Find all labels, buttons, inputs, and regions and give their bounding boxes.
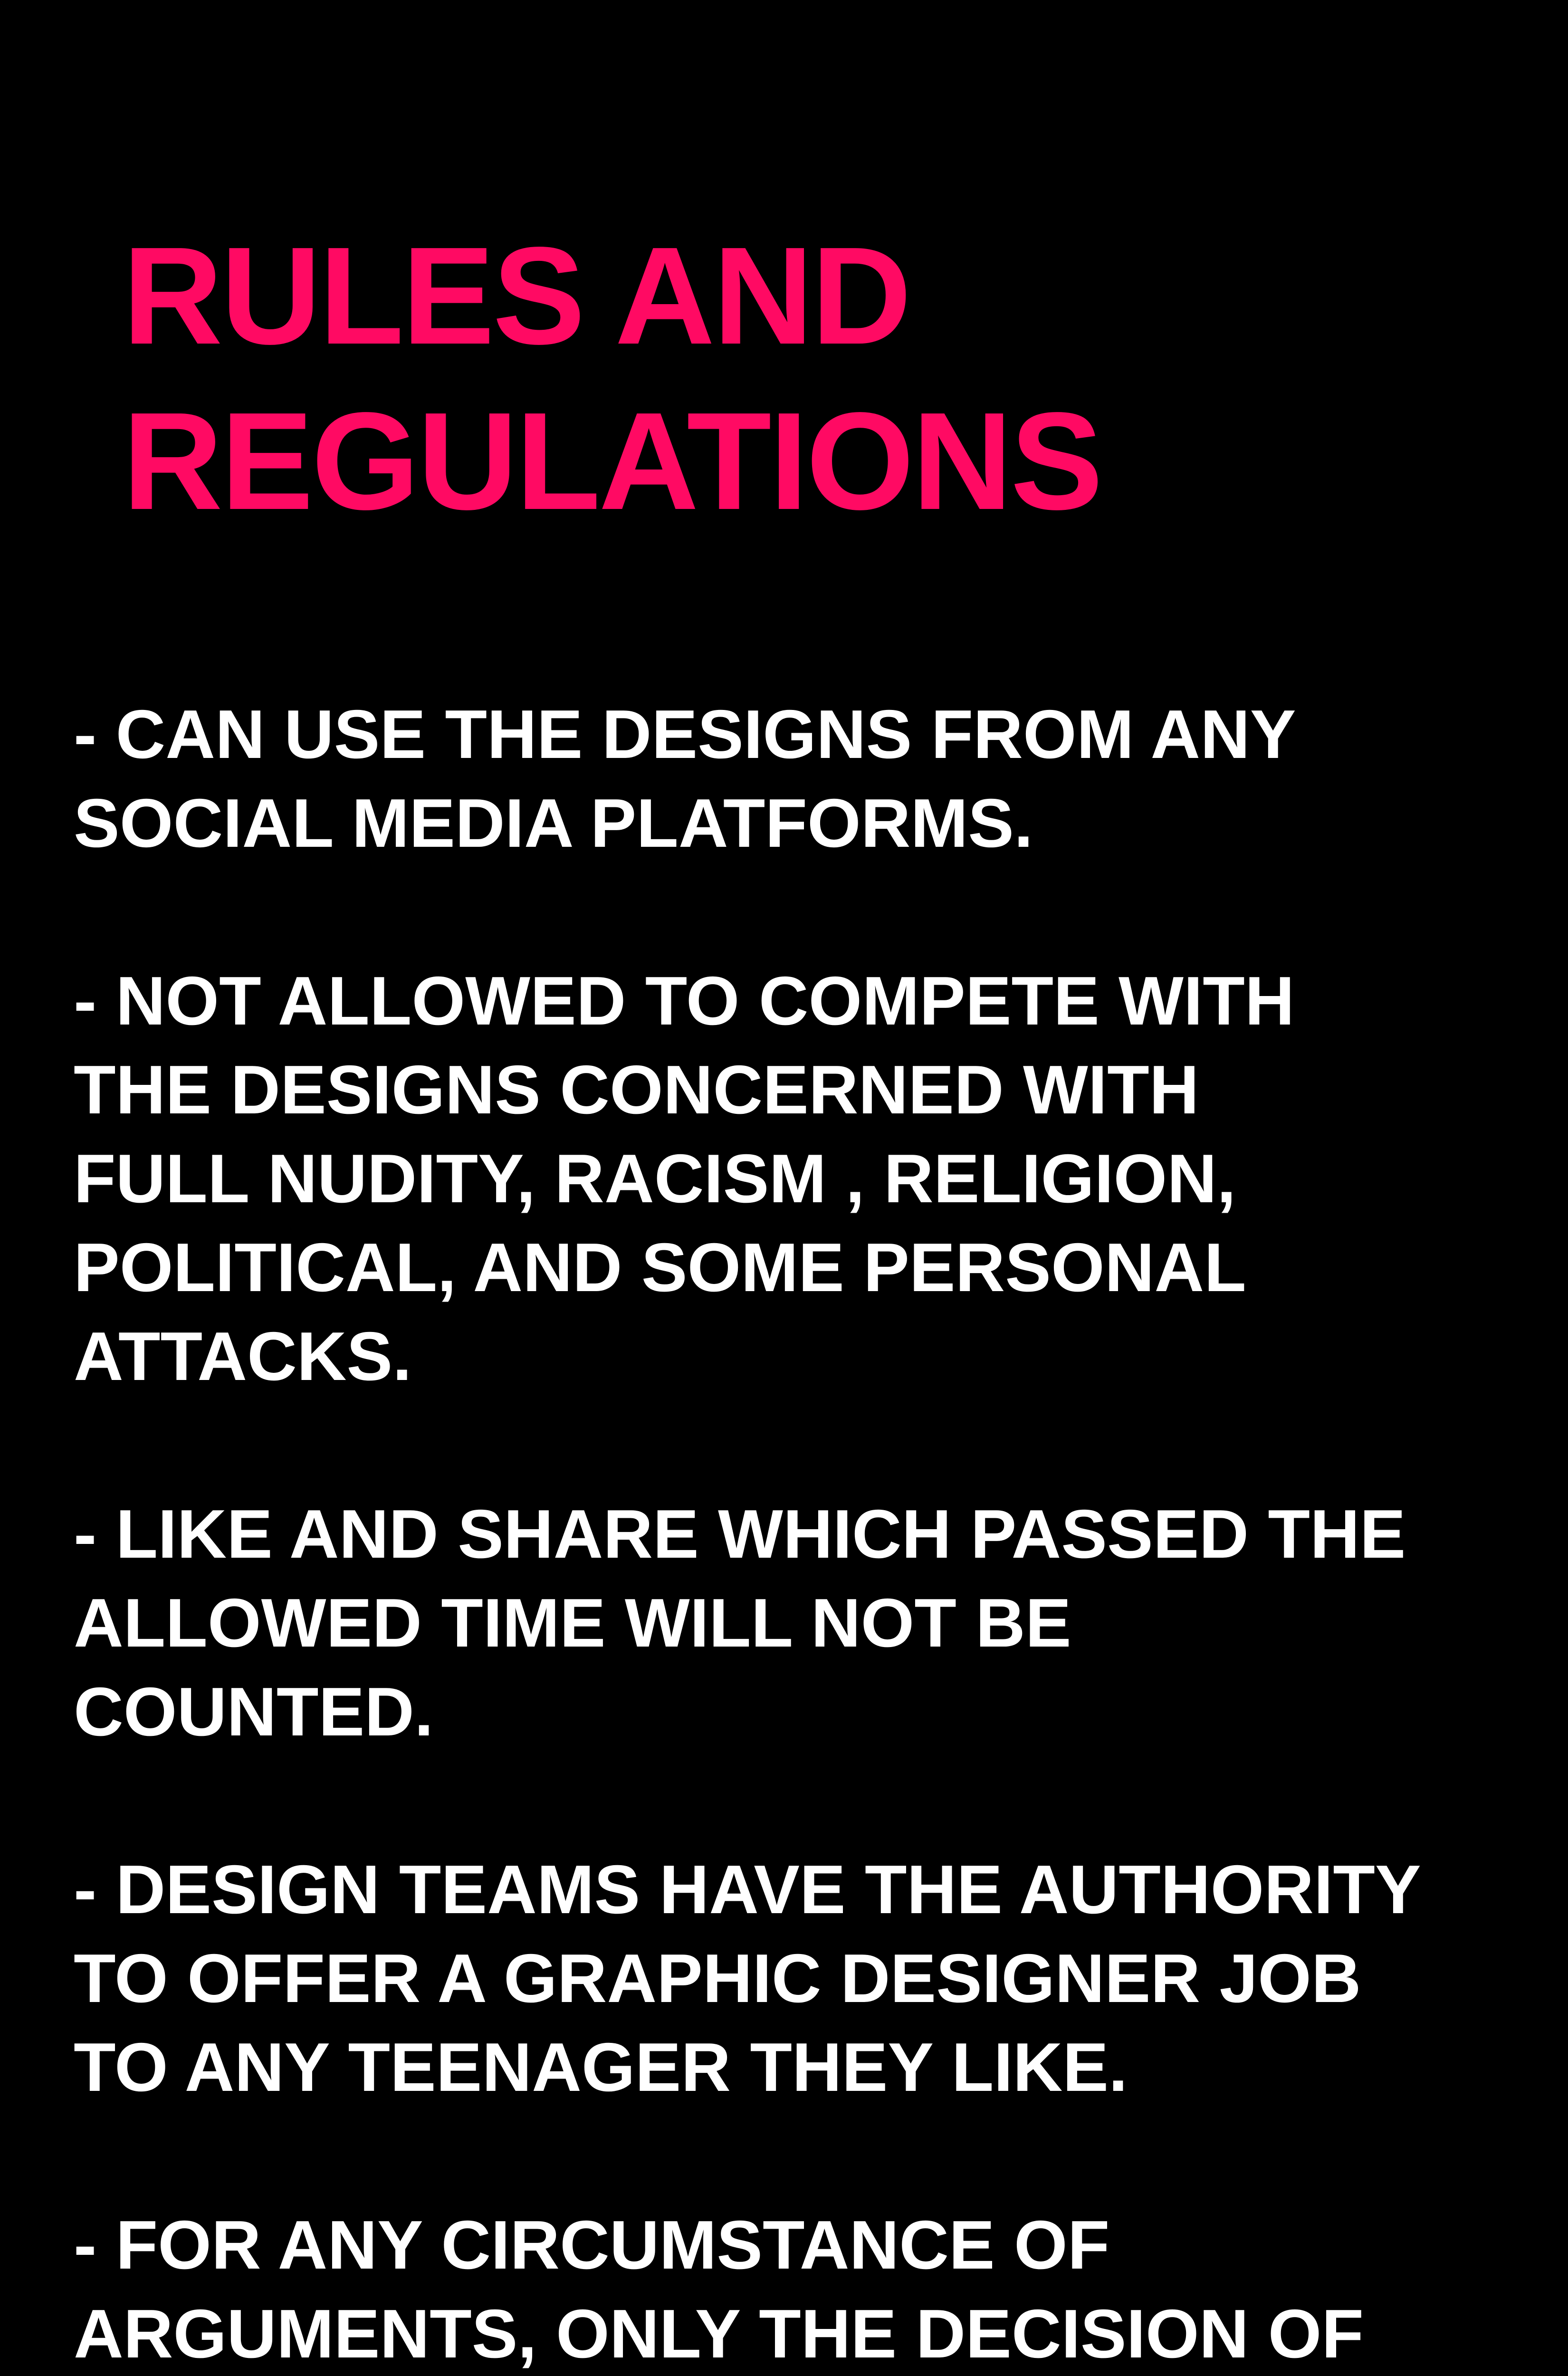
page-title <box>123 213 1501 544</box>
rule-line: POLITICAL, AND SOME PERSONAL <box>74 1229 1246 1306</box>
rule-item-3 <box>74 1490 1523 1756</box>
rule-line: THE DESIGNS CONCERNED WITH <box>74 1051 1199 1128</box>
rule-line: ATTACKS. <box>74 1318 412 1395</box>
rule-line: TO OFFER A GRAPHIC DESIGNER JOB <box>74 1940 1361 2017</box>
rule-line: FULL NUDITY, RACISM , RELIGION, <box>74 1140 1236 1217</box>
rule-item-5 <box>74 2201 1523 2376</box>
rule-line: ALLOWED TIME WILL NOT BE <box>74 1584 1071 1661</box>
rule-item-1 <box>74 690 1523 868</box>
rule-line: - LIKE AND SHARE WHICH PASSED THE <box>74 1495 1406 1572</box>
rule-line: TO ANY TEENAGER THEY LIKE. <box>74 2029 1128 2106</box>
rule-line: - FOR ANY CIRCUMSTANCE OF <box>74 2206 1110 2283</box>
rule-line: COUNTED. <box>74 1673 434 1750</box>
rule-line: - NOT ALLOWED TO COMPETE WITH <box>74 962 1295 1039</box>
rules-list <box>74 690 1523 2376</box>
rule-line: SOCIAL MEDIA PLATFORMS. <box>74 785 1033 862</box>
rule-line: ARGUMENTS, ONLY THE DECISION OF <box>74 2295 1364 2372</box>
rule-line: - DESIGN TEAMS HAVE THE AUTHORITY <box>74 1851 1421 1928</box>
rule-line: - CAN USE THE DESIGNS FROM ANY <box>74 696 1296 773</box>
rule-item-2 <box>74 957 1523 1401</box>
title-line: RULES AND <box>123 218 910 373</box>
rule-item-4 <box>74 1845 1523 2112</box>
title-line: REGULATIONS <box>123 383 1101 538</box>
